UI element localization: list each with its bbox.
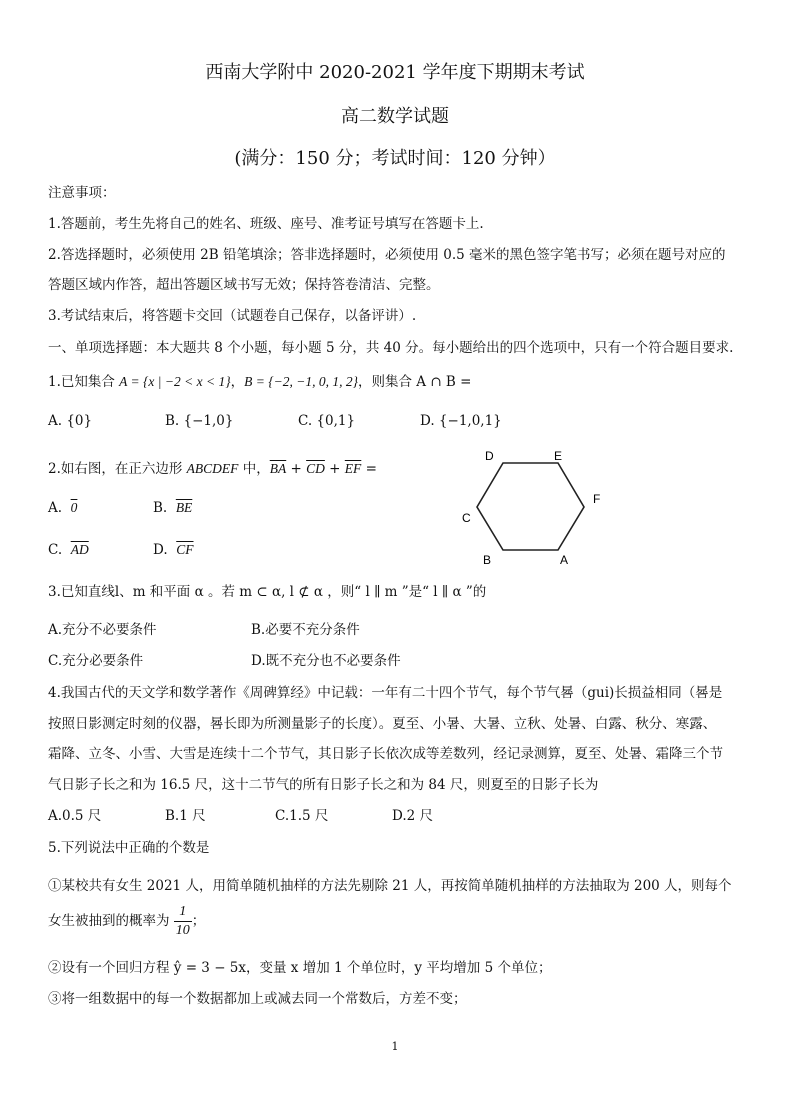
hex-label-e: E	[554, 449, 563, 463]
q2-option-a-value: 0	[70, 500, 78, 515]
q2-plus-2: +	[324, 461, 345, 477]
q2-option-c-value: $\overline{AD}$	[70, 542, 89, 557]
hexagon-figure	[450, 440, 620, 575]
q1-sep: ，	[230, 374, 245, 390]
exam-title: 西南大学附中 2020-2021 学年度下期期末考试	[205, 62, 585, 83]
q4-option-d: D.2 尺	[392, 808, 434, 824]
exam-subtitle: 高二数学试题	[341, 106, 449, 127]
q4-option-a: A.0.5 尺	[48, 808, 102, 824]
q1-set-a: A = {x | −2 < x < 1}	[119, 374, 231, 389]
q2-option-a	[48, 500, 77, 516]
notice-item-2-line-1: 2.答选择题时，必须使用 2B 铅笔填涂；答非选择题时，必须使用 0.5 毫米的黑色签字笔书写；必须在题号对应的	[48, 247, 726, 263]
question-3-stem: 3.已知直线l、m 和平面 α 。若 m ⊂ α, l ⊄ α ，则“ l ∥ m ”是“ l ∥ α ”的	[48, 584, 487, 600]
q2-option-c-label: C.	[48, 542, 63, 558]
question-1-stem	[48, 370, 471, 390]
hex-label-d: D	[485, 449, 494, 463]
notice-item-2-line-2: 答题区域内作答，超出答题区域书写无效；保持答卷清洁、完整。	[48, 277, 440, 293]
q2-mid: 中，	[238, 461, 270, 477]
hex-label-b: B	[483, 553, 492, 567]
notice-item-3: 3.考试结束后，将答题卡交回（试题卷自己保存，以备评讲）.	[48, 308, 417, 324]
q5-s1-text: 女生被抽到的概率为	[48, 913, 174, 929]
q5-statement-1-line-1: ①某校共有女生 2021 人，用简单随机抽样的方法先剔除 21 人，再按简单随机抽样的方法抽取为 200 人，则每个	[48, 878, 732, 894]
q2-option-b-label: B.	[153, 500, 168, 516]
q2-option-c	[48, 542, 89, 558]
q2-option-a-label: A.	[48, 500, 63, 516]
hex-label-a: A	[560, 553, 569, 567]
q2-option-d	[153, 542, 194, 558]
hexagon-shape	[477, 463, 584, 550]
question-4-line-3: 霜降、立冬、小雪、大雪是连续十二个节气，其日影子长依次成等差数列，经记录测算，夏至、处暑、霜降三个节	[48, 746, 723, 762]
q1-option-c: C. {0,1}	[298, 413, 356, 429]
q1-prefix: 1.已知集合	[48, 374, 120, 390]
q5-fraction	[174, 903, 192, 940]
q3-option-d: D.既不充分也不必要条件	[251, 653, 401, 669]
q3-option-a: A.充分不必要条件	[48, 622, 157, 638]
q3-option-b: B.必要不充分条件	[251, 622, 360, 638]
q2-option-b	[153, 500, 192, 516]
notice-item-1: 1.答题前，考生先将自己的姓名、班级、座号、准考证号填写在答题卡上.	[48, 216, 484, 232]
q4-option-c: C.1.5 尺	[275, 808, 329, 824]
hex-label-c: C	[462, 511, 471, 525]
q1-option-b: B. {−1,0}	[165, 413, 234, 429]
score-info: (满分：150 分；考试时间：120 分钟）	[234, 148, 556, 169]
q5-statement-3: ③将一组数据中的每一个数据都加上或减去同一个常数后，方差不变；	[48, 991, 467, 1007]
q5-s1-end: ；	[191, 913, 206, 929]
q3-option-c: C.充分必要条件	[48, 653, 144, 669]
q1-set-b: B = {−2, −1, 0, 1, 2}	[244, 374, 358, 389]
question-4-line-2: 按照日影测定时刻的仪器，晷长即为所测量影子的长度）。夏至、小暑、大暑、立秋、处暑、白露、秋分、寒露、	[48, 716, 717, 732]
q4-option-b: B.1 尺	[165, 808, 206, 824]
q2-vector-ba: $\overline{BA}$	[269, 461, 287, 476]
section-1-heading: 一、单项选择题：本大题共 8 个小题，每小题 5 分，共 40 分。每小题给出的四个选项中，只有一个符合题目要求.	[48, 340, 734, 356]
page-number: 1	[391, 1040, 399, 1053]
q2-option-d-value: $\overline{CF}$	[176, 542, 194, 557]
question-4-line-1: 4.我国古代的天文学和数学著作《周碑算经》中记载：一年有二十四个节气，每个节气晷（gui)长损益相同（晷是	[48, 685, 723, 701]
q2-vector-ef: $\overline{EF}$	[344, 461, 362, 476]
q5-statement-2: ②设有一个回归方程 ŷ = 3 − 5x，变量 x 增加 1 个单位时，y 平均增加 5 个单位；	[48, 960, 552, 976]
q5-fraction-numerator: 1	[174, 903, 192, 922]
q1-suffix: ，则集合 A ∩ B =	[357, 374, 472, 390]
q2-plus-1: +	[286, 461, 307, 477]
q1-option-d: D. {−1,0,1}	[420, 413, 502, 429]
q2-vector-cd: $\overline{CD}$	[306, 461, 325, 476]
q2-suffix: =	[361, 461, 377, 477]
q1-option-a: A. {0}	[48, 413, 93, 429]
q2-prefix: 2.如右图，在正六边形	[48, 461, 187, 477]
question-4-line-4: 气日影子长之和为 16.5 尺，这十二节气的所有日影子长之和为 84 尺，则夏至的日影子长为	[48, 777, 599, 793]
q5-statement-1-line-2	[48, 903, 205, 940]
q2-option-b-value: $\overline{BE}$	[175, 500, 193, 515]
q2-polygon: ABCDEF	[186, 461, 239, 476]
notice-heading: 注意事项：	[48, 185, 116, 201]
q5-fraction-denominator: 10	[175, 923, 190, 938]
question-2-stem	[48, 457, 377, 477]
question-5-stem: 5.下列说法中正确的个数是	[48, 840, 210, 856]
hex-label-f: F	[593, 492, 601, 506]
q2-option-d-label: D.	[153, 542, 168, 558]
